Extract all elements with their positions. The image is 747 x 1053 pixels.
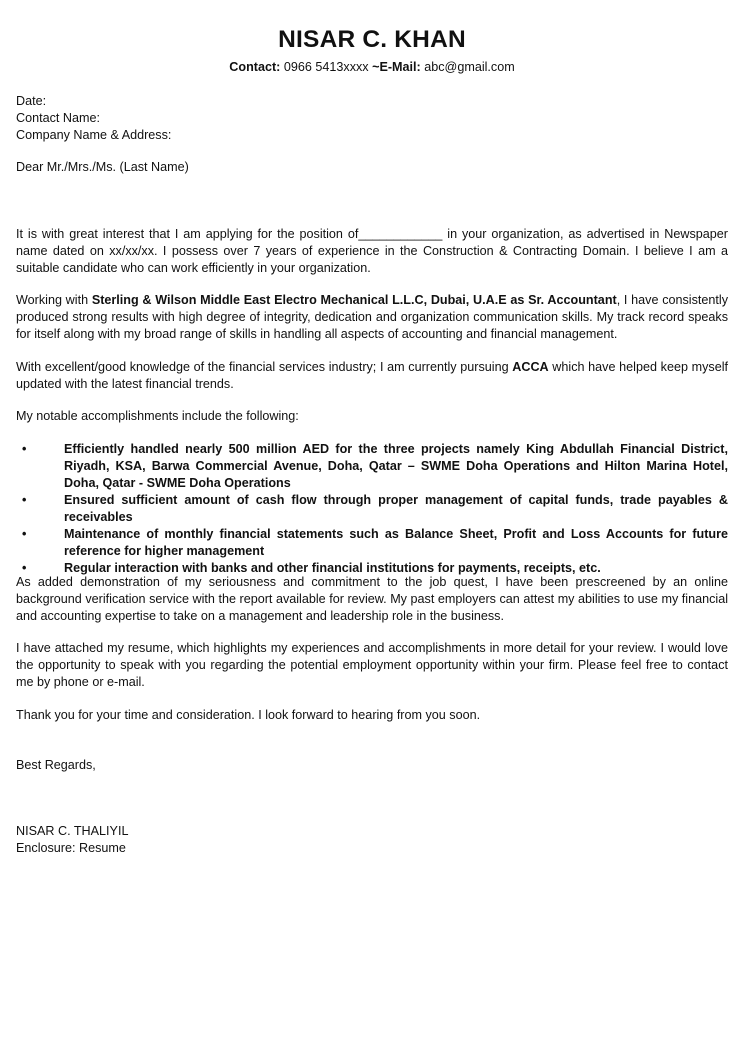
signature-block [16,823,728,857]
email-address: abc@gmail.com [424,60,515,74]
bullet-icon: • [22,561,27,575]
resume-paragraph [16,640,728,691]
company-line: Company Name & Address: [16,128,172,142]
bullet-icon: • [22,442,27,456]
phone-number: 0966 5413xxxx [283,60,369,74]
qualification-name: ACCA [512,360,549,374]
list-item-text: Maintenance of monthly financial statements such as Balance Sheet, Profit and Loss Accounts for future reference for higher management [64,527,728,558]
verification-paragraph [16,574,728,625]
date-line: Date: [16,94,47,108]
contact-line [16,60,728,74]
intro-paragraph [16,226,728,277]
accomplishments-intro: My notable accomplishments include the following: [16,409,299,423]
verification-paragraph-text: As added demonstration of my seriousness and commitment to the job quest, I have been prescreened by an online background verification service with the report available for review. My past employers can attest my abilities to use my financial and accounting expertise to take on a management and leadership role in the business. [16,575,728,623]
closing: Best Regards, [16,758,96,772]
qualification-paragraph [16,359,728,393]
signature-name: NISAR C. THALIYIL [16,824,129,838]
list-item [16,492,728,526]
list-item-text: Efficiently handled nearly 500 million AED for the three projects namely King Abdullah Financial District, Riyadh, KSA, Barwa Commercial Avenue, Doha, Qatar – SWME Doha Operations and Hilton Marina Hotel, Doha, Qatar - SWME Doha Operations [64,442,728,490]
list-item-text: Regular interaction with banks and other financial institutions for payments, receipts, etc. [64,561,601,575]
contact-label: Contact: [229,60,281,74]
accomplishments-list [16,441,728,577]
email-label: ~E-Mail: [372,60,421,74]
employer-name: Sterling & Wilson Middle East Electro Mechanical L.L.C, Dubai, U.A.E as Sr. Accountant [91,293,617,307]
recipient-block [16,93,728,144]
bullet-icon: • [22,527,27,541]
list-item-text: Ensured sufficient amount of cash flow through proper management of capital funds, trade payables & receivables [64,493,728,524]
intro-paragraph-text: It is with great interest that I am applying for the position of____________ in your organization, as advertised in Newspaper name dated on xx/xx/xx. I possess over 7 years of experience in the Construction & Contracting Domain. I believe I am a suitable candidate who can work efficiently in your organization. [16,227,728,275]
qualification-paragraph-text [16,359,728,393]
enclosure-line: Enclosure: Resume [16,841,126,855]
resume-paragraph-text: I have attached my resume, which highlights my experiences and accomplishments in more detail for your review. I would love the opportunity to speak with you regarding the potential employment opportunity within your firm. Please feel free to contact me by phone or e-mail. [16,641,728,689]
contact-name-line: Contact Name: [16,111,100,125]
experience-rest: , I have consistently produced strong results with high degree of integrity, dedication and organization communication skills. My track record speaks for itself along with my broad range of skills in handling all aspects of accounting and financial management. [16,293,728,341]
salutation: Dear Mr./Mrs./Ms. (Last Name) [16,160,189,174]
bullet-icon: • [22,493,27,507]
list-item [16,441,728,492]
experience-paragraph [16,292,728,343]
qualification-rest: which have helped keep myself updated with the latest financial trends. [16,360,729,391]
thanks-paragraph: Thank you for your time and consideration. I look forward to hearing from you soon. [16,708,481,722]
qualification-lead: With excellent/good knowledge of the financial services industry; I am currently pursuing [16,360,513,374]
list-item [16,526,728,560]
experience-paragraph-text [16,292,728,343]
experience-lead: Working with [16,293,92,307]
accomplishments-list-wrap [16,441,728,577]
applicant-name: NISAR C. KHAN [278,26,466,53]
